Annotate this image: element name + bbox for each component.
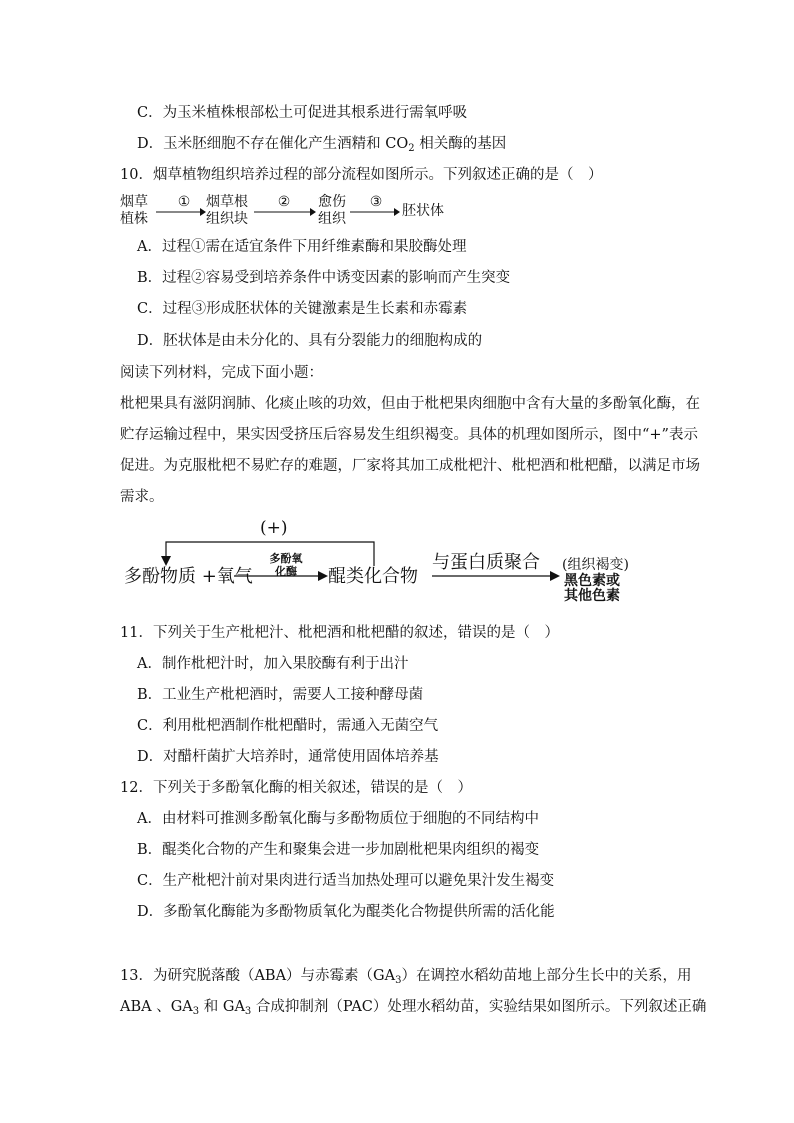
q13-stem-line-2 bbox=[120, 997, 706, 1017]
flow-step-1-label: ① bbox=[177, 194, 191, 210]
material-paragraph-line-1: 枇杷果具有滋阴润肺、化痰止咳的功效，但由于枇杷果肉细胞中含有大量的多酚氧化酶，在 bbox=[120, 396, 700, 412]
flow-node-callus-l2: 组织 bbox=[318, 211, 346, 227]
tissue-browning-label: (组织褐变) bbox=[562, 557, 629, 573]
q12-option-c: C．生产枇杷汁前对果肉进行适当加热处理可以避免果汁发生褐变 bbox=[137, 873, 555, 889]
q9-option-d-text-end: 相关酶的基因 bbox=[414, 136, 507, 152]
browning-mechanism-figure bbox=[120, 516, 680, 612]
flow-arrow-1 bbox=[156, 208, 206, 216]
subscript: 2 bbox=[408, 143, 415, 154]
enzyme-arrowhead bbox=[318, 571, 328, 581]
material-paragraph-line-3: 促进。为克服枇杷不易贮存的难题，厂家将其加工成枇杷汁、枇杷酒和枇杷醋，以满足市场 bbox=[120, 458, 700, 474]
q13-text-5: 合成抑制剂（PAC）处理水稻幼苗，实验结果如图所示。下列叙述正确 bbox=[251, 999, 707, 1015]
polymerization-arrowhead bbox=[550, 571, 560, 581]
q13-text-2: ）在调控水稻幼苗地上部分生长中的关系，用 bbox=[401, 968, 692, 984]
q13-text-4: 和 GA bbox=[199, 999, 245, 1015]
flow-node-callus bbox=[318, 194, 346, 228]
q11-option-d: D．对醋杆菌扩大培养时，通常使用固体培养基 bbox=[137, 749, 439, 765]
q13-stem-line-1 bbox=[120, 966, 691, 986]
flow-node-plant bbox=[120, 194, 148, 228]
q10-option-c: C．过程③形成胚状体的关键激素是生长素和赤霉素 bbox=[137, 301, 468, 317]
subscript: 3 bbox=[395, 975, 402, 986]
enzyme-label-l1: 多酚氧 bbox=[269, 552, 303, 565]
q11-option-b: B．工业生产枇杷酒时，需要人工接种酵母菌 bbox=[137, 687, 424, 703]
q10-option-d: D．胚状体是由未分化的、具有分裂能力的细胞构成的 bbox=[137, 333, 483, 349]
q11-option-c: C．利用枇杷酒制作枇杷醋时，需通入无菌空气 bbox=[137, 718, 439, 734]
flow-node-root-tissue-l1: 烟草根 bbox=[206, 194, 248, 210]
flow-step-3-label: ③ bbox=[369, 194, 383, 210]
substrate-label: 多酚物质 +氧气 bbox=[124, 566, 253, 587]
feedback-label: (+) bbox=[260, 518, 288, 538]
q11-option-a: A．制作枇杷汁时，加入果胶酶有利于出汁 bbox=[137, 656, 409, 672]
enzyme-label-l2: 化酶 bbox=[275, 565, 297, 578]
quinone-label: 醌类化合物 bbox=[328, 566, 418, 587]
q13-text-3: ABA 、GA bbox=[120, 999, 193, 1015]
q9-option-d-text: D．玉米胚细胞不存在催化产生酒精和 CO bbox=[137, 136, 409, 152]
q12-option-b: B．醌类化合物的产生和聚集会进一步加剧枇杷果肉组织的褐变 bbox=[137, 842, 540, 858]
flow-node-root-tissue bbox=[206, 194, 248, 228]
q10-stem: 10．烟草植物组织培养过程的部分流程如图所示。下列叙述正确的是（ ） bbox=[120, 167, 603, 183]
flow-node-plant-l1: 烟草 bbox=[120, 194, 148, 210]
melanin-label bbox=[564, 574, 620, 603]
flow-node-callus-l1: 愈伤 bbox=[318, 194, 346, 210]
material-intro: 阅读下列材料，完成下面小题： bbox=[120, 365, 323, 381]
q10-flow-diagram bbox=[120, 192, 460, 232]
q9-option-d bbox=[137, 134, 506, 154]
q9-option-c: C．为玉米植株根部松土可促进其根系进行需氧呼吸 bbox=[137, 105, 468, 121]
subscript: 3 bbox=[192, 1006, 200, 1017]
q12-stem: 12．下列关于多酚氧化酶的相关叙述，错误的是（ ） bbox=[120, 780, 472, 796]
feedback-arrowhead bbox=[161, 556, 171, 566]
flow-node-root-tissue-l2: 组织块 bbox=[206, 211, 248, 227]
q12-option-d: D．多酚氧化酶能为多酚物质氧化为醌类化合物提供所需的活化能 bbox=[137, 904, 555, 920]
melanin-label-l1: 黑色素或 bbox=[564, 573, 620, 589]
flow-node-embryoid: 胚状体 bbox=[402, 203, 444, 219]
subscript: 3 bbox=[244, 1006, 252, 1017]
flow-arrow-3 bbox=[350, 208, 400, 216]
q10-option-b: B．过程②容易受到培养条件中诱变因素的影响而产生突变 bbox=[137, 270, 511, 286]
q12-option-a: A．由材料可推测多酚氧化酶与多酚物质位于细胞的不同结构中 bbox=[137, 811, 539, 827]
q11-stem: 11．下列关于生产枇杷汁、枇杷酒和枇杷醋的叙述，错误的是（ ） bbox=[120, 625, 559, 641]
material-paragraph-line-4: 需求。 bbox=[120, 489, 164, 505]
enzyme-label bbox=[264, 553, 308, 577]
material-paragraph-line-2: 贮存运输过程中，果实因受挤压后容易发生组织褐变。具体的机理如图所示，图中“+”表示 bbox=[120, 427, 698, 443]
flow-arrow-2 bbox=[254, 208, 316, 216]
melanin-label-l2: 其他色素 bbox=[564, 588, 620, 604]
flow-node-plant-l2: 植株 bbox=[120, 211, 148, 227]
q10-option-a: A．过程①需在适宜条件下用纤维素酶和果胶酶处理 bbox=[137, 239, 467, 255]
flow-step-2-label: ② bbox=[277, 194, 291, 210]
protein-polymerization-label: 与蛋白质聚合 bbox=[432, 552, 540, 573]
q13-text-1: 13．为研究脱落酸（ABA）与赤霉素（GA bbox=[120, 968, 396, 984]
